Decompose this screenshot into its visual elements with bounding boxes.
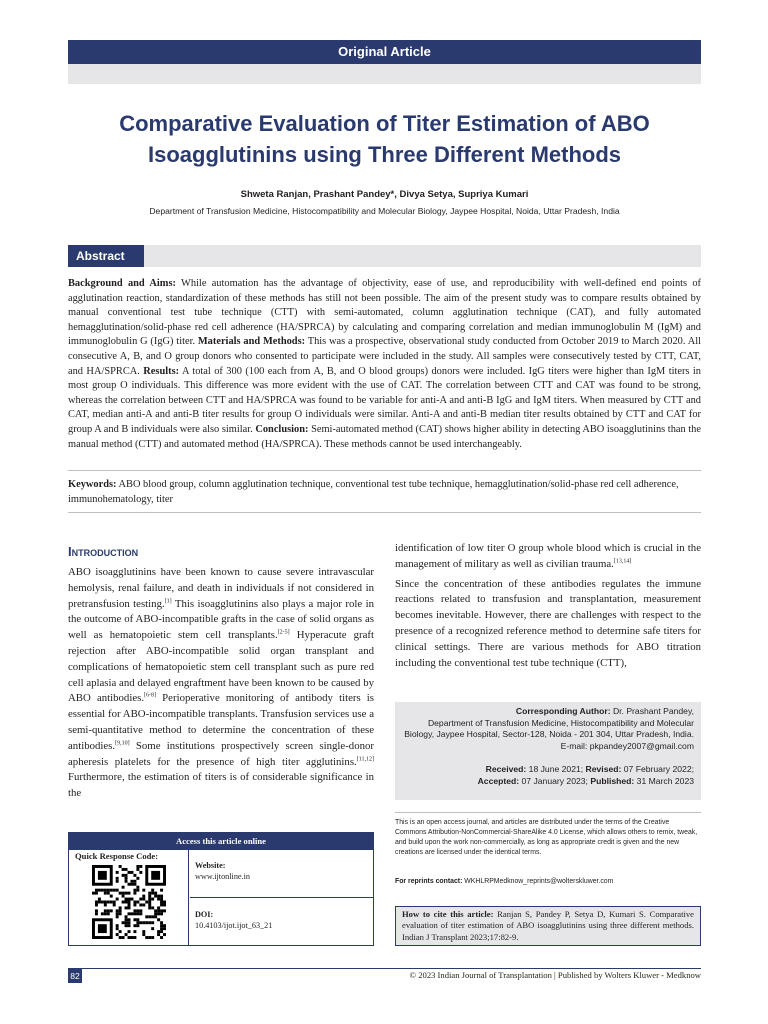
methods-text: This was a prospective, observational study conducted from October 2019 to March 2020. All consecutive A, B, and O group donors who consented to participate were included in the study. All samples were consecutively tested by CTT, CAT, and HA/SPRCA. xyxy=(68,336,701,377)
intro-text: Hyperacute graft rejection after ABO-incompatible solid organ transplant and complications of hematopoietic stem cell transplant such as pure red cell aplasia and delayed engraftment have been known to be caused by ABO antibodies. xyxy=(68,629,374,705)
citation-ref[interactable]: [6-8] xyxy=(144,692,157,699)
author-list: Shweta Ranjan, Prashant Pandey*, Divya Setya, Supriya Kumari xyxy=(240,189,529,200)
footer-rule xyxy=(68,968,701,969)
qr-code-icon[interactable] xyxy=(92,865,166,939)
revised-date: 07 February 2022; xyxy=(621,764,694,774)
bg-text: While automation has the advantage of objectivity, ease of use, and reproducibility with well-defined end points of agglutination reaction, standardization of these methods has still not been possible. The aim of the present study was to compare results obtained by manual conventional test tube technique (CTT) with semi-automated, column agglutination technique (CAT), and fully automated hemagglutination/solid-phase red cell adherence (HA/SPRCA) by calculating and comparing correlation and median immunoglobulin M (IgM) and immunoglobulin G (IgG) titer. xyxy=(68,278,702,348)
doi-cell xyxy=(190,899,373,931)
doi-label: DOI: xyxy=(195,910,214,919)
intro-text: Furthermore, the estimation of titers is of considerable significance in the xyxy=(68,771,374,800)
abstract-heading: Abstract xyxy=(68,245,144,267)
citation-ref[interactable]: [2-5] xyxy=(277,629,290,636)
results-text: A total of 300 (100 each from A, B, and O blood groups) donors were included. IgG titers were higher than IgM titers in most group O individuals. This difference was more evident with the use of CAT. The correlation between CTT and CAT was found to be strong, whereas the correlation between CTT and HA/SPRCA was found to be variable for anti-A and anti-B IgG and IgM titers. When measured by CTT and CAT, median anti-A and anti-B titer results for group O individuals were similar. Anti-A and anti-B median titer results obtained by CTT and CAT for group A and B individuals were also similar. xyxy=(68,365,701,435)
article-type-label: Original Article xyxy=(338,44,431,59)
reprints-line xyxy=(395,878,701,885)
corr-dept: Department of Transfusion Medicine, Histocompatibility and Molecular xyxy=(427,717,694,728)
qr-column xyxy=(69,850,189,945)
page-number: 82 xyxy=(68,969,82,983)
accepted-date: 07 January 2023; xyxy=(519,775,588,786)
website-link[interactable]: www.ijtonline.in xyxy=(195,872,250,881)
keywords-text: ABO blood group, column agglutination technique, conventional test tube technique, hemagglutination/solid-phase red cell adherence, immunohematology, titer xyxy=(68,479,679,505)
affiliation: Department of Transfusion Medicine, Histocompatibility and Molecular Biology, Jaypee Hospital, Noida, Uttar Pradesh, India xyxy=(149,206,620,216)
intro-column-left xyxy=(68,565,374,802)
intro-column-right xyxy=(395,541,701,671)
keywords-label: Keywords: xyxy=(68,479,117,490)
introduction-heading: Introduction xyxy=(68,544,139,559)
license-rule xyxy=(395,812,701,813)
corr-email[interactable]: E-mail: pkpandey2007@gmail.com xyxy=(560,740,694,751)
doi-link[interactable]: 10.4103/ijot.ijot_63_21 xyxy=(195,921,273,930)
cite-box xyxy=(395,906,701,946)
header-gray-band xyxy=(68,64,701,84)
reprints-label: For reprints contact: xyxy=(395,878,463,885)
citation-ref[interactable]: [11,12] xyxy=(356,755,374,762)
received-date: 18 June 2021; xyxy=(526,764,584,774)
received-label: Received: xyxy=(485,764,527,774)
citation-ref[interactable]: [9,10] xyxy=(115,740,130,747)
intro-text: This isoagglutinins also plays a major role in the outcome of ABO-incompatible grafts in the case of solid organs as well as hematopoietic stem cell transplants. xyxy=(68,597,374,642)
article-title: Comparative Evaluation of Titer Estimation of ABO Isoagglutinins using Three Different Methods xyxy=(119,111,650,167)
keywords-top-rule xyxy=(68,470,701,471)
access-heading: Access this article online xyxy=(69,833,373,850)
keywords-bottom-rule xyxy=(68,512,701,513)
corr-address: Biology, Jaypee Hospital, Sector-128, Noida - 201 304, Uttar Pradesh, India. xyxy=(404,729,694,739)
citation-ref[interactable]: [13,14] xyxy=(613,558,632,565)
bg-label: Background and Aims: xyxy=(68,278,176,289)
conclusion-label: Conclusion: xyxy=(255,423,309,435)
intro-paragraph-1-cont xyxy=(395,541,701,573)
qr-label: Quick Response Code: xyxy=(75,851,159,861)
conclusion-text: Semi-automated method (CAT) shows higher ability in detecting ABO isoagglutinins than the manual method (CTT) and automated method (HA/SPRCA). These methods cannot be used interchangeably. xyxy=(68,423,701,450)
intro-text: Perioperative monitoring of antibody titers is essential for ABO-incompatible transplants. Transfusion services use a semi-quantitative method to determine the concentration of these antibodies. xyxy=(68,692,375,752)
correspondence-box xyxy=(395,702,701,800)
corr-name: Dr. Prashant Pandey, xyxy=(610,706,694,716)
website-cell xyxy=(190,850,373,898)
intro-text: identification of low titer O group whole blood which is crucial in the management of military as well as civilian trauma. xyxy=(395,542,701,570)
accepted-label: Accepted: xyxy=(477,775,520,786)
abstract-heading-bar xyxy=(68,245,701,267)
license-text: This is an open access journal, and articles are distributed under the terms of the Creative Commons Attribution-NonCommercial-ShareAlike 4.0 License, which allows others to remix, tweak, and build upon the work non-commercially, as long as appropriate credit is given and the new creations are licensed under the identical terms. xyxy=(395,819,698,856)
website-label: Website: xyxy=(195,861,226,870)
article-type-banner xyxy=(68,40,701,64)
revised-label: Revised: xyxy=(585,764,622,774)
published-date: 31 March 2023 xyxy=(634,775,694,786)
results-label: Results: xyxy=(143,365,180,377)
published-label: Published: xyxy=(590,775,635,786)
methods-label: Materials and Methods: xyxy=(197,336,306,348)
corr-label: Corresponding Author: xyxy=(515,706,611,716)
cite-text: Ranjan S, Pandey P, Setya D, Kumari S. Comparative evaluation of titer estimation of ABO isoagglutinins using three different methods. Indian J Transplant 2023;17:82-9. xyxy=(402,909,694,942)
abstract-body xyxy=(68,277,701,452)
intro-text: Some institutions prospectively screen single-donor apheresis platelets for the presence of high titer agglutinins. xyxy=(68,739,374,768)
cite-label: How to cite this article: xyxy=(402,909,494,919)
reprints-email[interactable]: WKHLRPMedknow_reprints@wolterskluwer.com xyxy=(462,878,614,885)
intro-paragraph-2: Since the concentration of these antibodies regulates the immune reactions related to transfusion and transplantation, measurement becomes inevitable. However, there are challenges with respect to the presence of a recognized reference method to determine safe titers for clinical settings. There are various methods for ABO titration including the conventional test tube technique (CTT), xyxy=(395,577,701,669)
citation-ref[interactable]: [1] xyxy=(164,598,172,604)
access-online-box xyxy=(68,832,374,946)
intro-text: ABO isoagglutinins have been known to cause severe intravascular hemolysis, renal failure, and death in individuals if not considered in pretransfusion testing. xyxy=(68,566,374,610)
keywords xyxy=(68,478,701,507)
footer-copyright: © 2023 Indian Journal of Transplantation | Published by Wolters Kluwer - Medknow xyxy=(409,970,701,980)
intro-paragraph-1 xyxy=(68,565,374,802)
